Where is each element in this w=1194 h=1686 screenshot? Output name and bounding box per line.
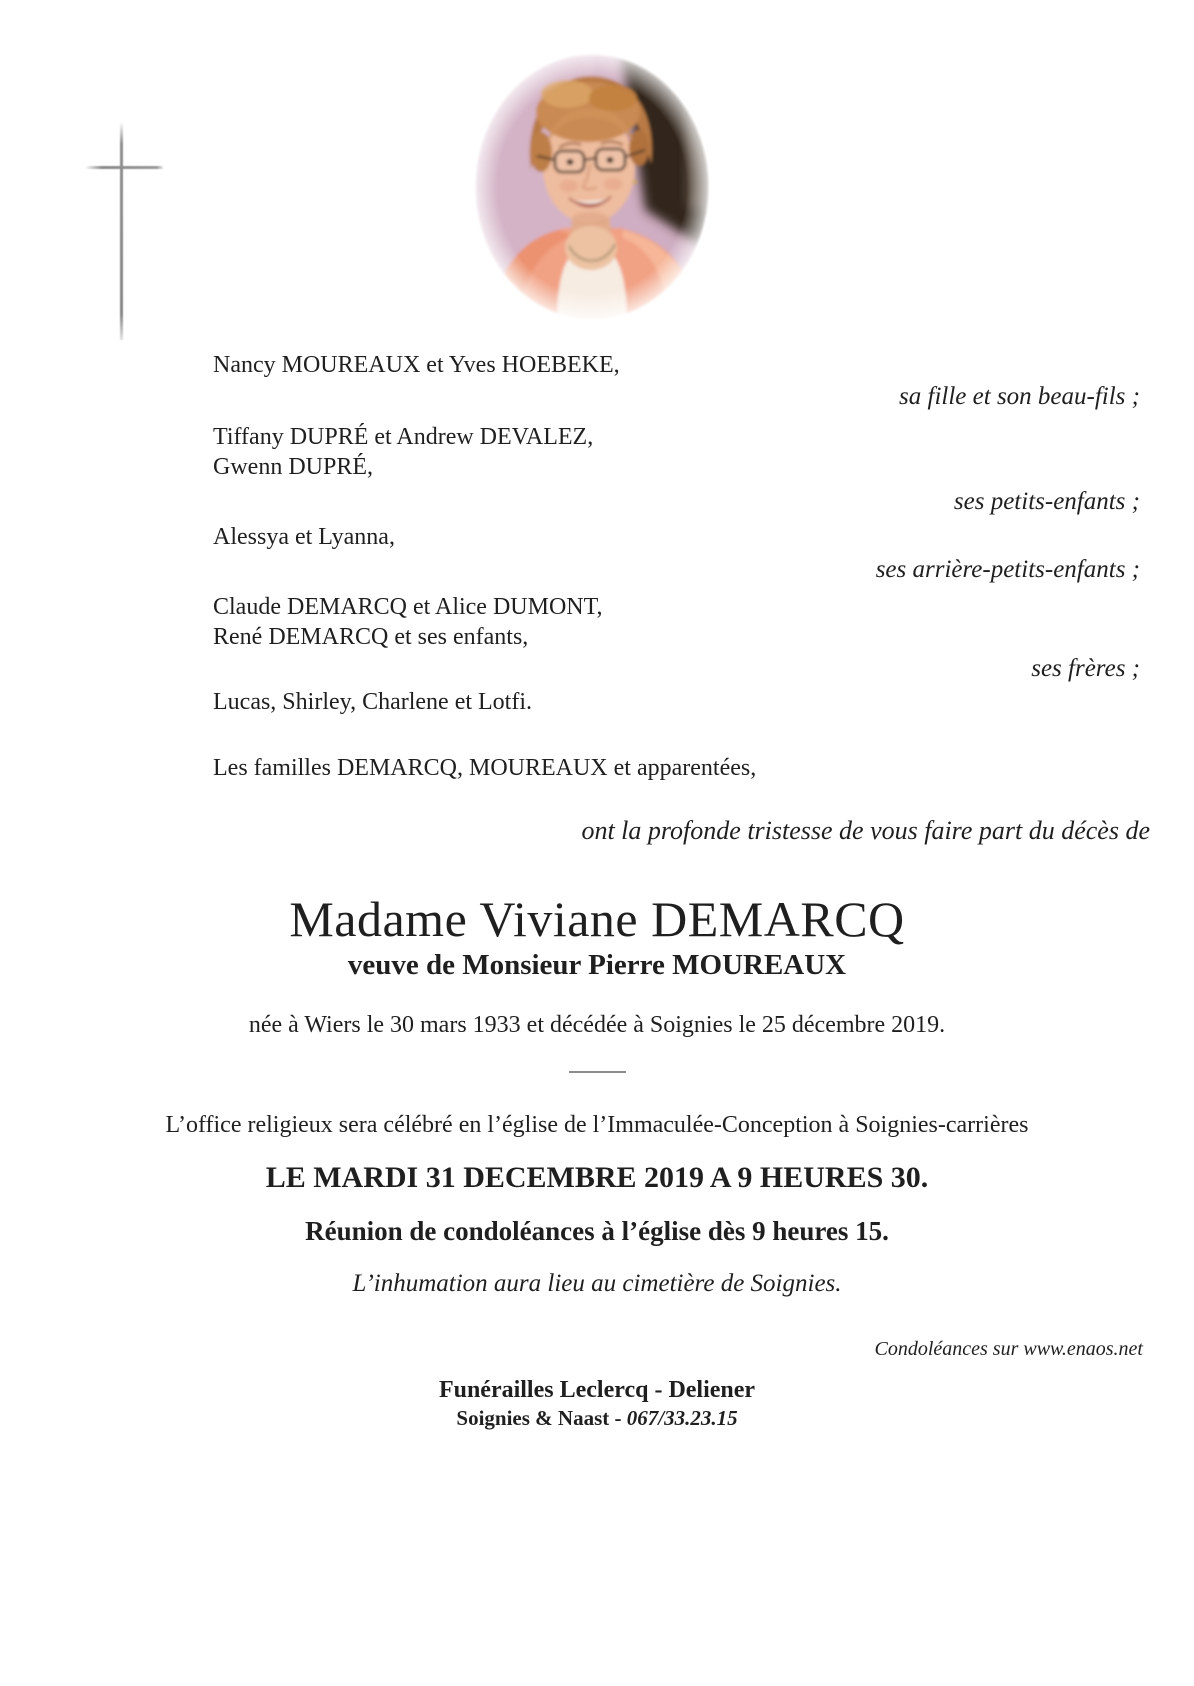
condolence-meeting-line: Réunion de condoléances à l’église dès 9 heures 15. [305,1216,889,1246]
section-divider [569,1071,626,1073]
funeral-home-contact [0,1406,1194,1431]
cross-horizontal-bar [85,166,163,169]
burial-line: L’inhumation aura lieu au cimetière de Soignies. [352,1270,842,1297]
deceased-widow-line: veuve de Monsieur Pierre MOUREAUX [347,949,847,981]
deceased-life-dates-line: née à Wiers le 30 mars 1933 et décédée à Soignies le 25 décembre 2019. [248,1012,946,1038]
mourner-names-line: Claude DEMARCQ et Alice DUMONT, [213,594,603,620]
mourner-names-line: Alessya et Lyanna, [213,524,395,550]
mourner-names-line: Gwenn DUPRÉ, [213,454,373,480]
ceremony-date-line: LE MARDI 31 DECEMBRE 2019 A 9 HEURES 30. [265,1161,929,1194]
relation-label: ses arrière-petits-enfants ; [875,556,1140,583]
funeral-home-phone: 067/33.23.15 [626,1406,738,1430]
funeral-home-name: Funérailles Leclercq - Deliener [438,1377,756,1403]
mourner-names-line: Nancy MOUREAUX et Yves HOEBEKE, [213,352,620,378]
relation-label: sa fille et son beau-fils ; [899,383,1140,410]
families-line: Les familles DEMARCQ, MOUREAUX et apparentées, [213,755,757,781]
relation-label: ses petits-enfants ; [953,488,1140,515]
mourner-names-line: René DEMARCQ et ses enfants, [213,624,529,650]
relation-label: ses frères ; [1031,655,1140,682]
cross-vertical-bar [120,122,123,340]
online-condolences-link[interactable]: Condoléances sur www.enaos.net [874,1338,1143,1360]
deceased-name: Madame Viviane DEMARCQ [289,891,905,947]
announcement-line: ont la profonde tristesse de vous faire part du décès de [581,816,1150,845]
mourner-names-line: Tiffany DUPRÉ et Andrew DEVALEZ, [213,424,594,450]
religious-office-line: L’office religieux sera célébré en l’église de l’Immaculée-Conception à Soignies-carrières [165,1112,1029,1138]
mourner-names-line: Lucas, Shirley, Charlene et Lotfi. [213,689,533,715]
deceased-portrait-photo [473,52,711,322]
funeral-home-locations: Soignies & Naast - [456,1406,627,1430]
